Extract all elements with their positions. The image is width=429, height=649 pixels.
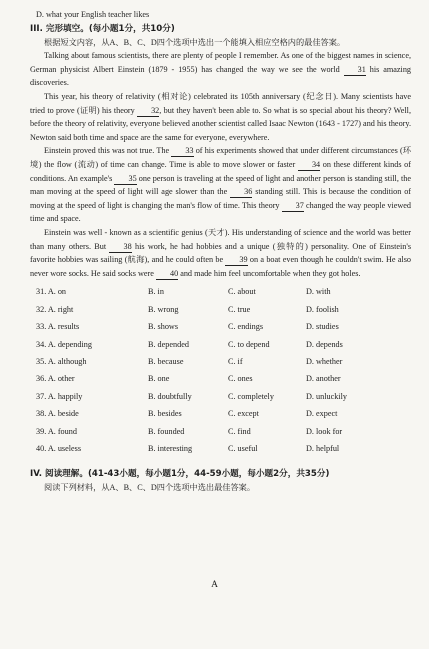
blank-37: 37 (282, 201, 304, 212)
option-row (30, 336, 411, 353)
option-row (30, 423, 411, 440)
blank-35: 35 (114, 174, 136, 185)
section-3-heading: III. 完形填空。(每小题1分，共10分) (30, 23, 175, 34)
blank-31: 31 (344, 65, 366, 76)
option-choice: C. about (228, 287, 256, 297)
option-choice: 40. A. useless (36, 443, 82, 453)
option-choice: C. endings (228, 322, 264, 332)
option-choice: D. unluckily (306, 391, 347, 401)
option-row (30, 370, 411, 387)
passage-text: of his experiments showed that under different circumstances (环境) the flow (流动) of time can change. Time is able to move slower or faster (30, 146, 412, 169)
passage-text: his work, he had hobbies and a unique (独特的) personality. One of Einstein's favorite hobbies was sailing (航海), and he could often be (30, 241, 412, 265)
option-row (30, 318, 411, 335)
passage-text: and made him feel uncomfortable when they got holes. (180, 268, 361, 278)
option-choice: D. another (306, 374, 341, 384)
option-row (30, 388, 411, 405)
option-choice: 31. A. on (36, 287, 67, 297)
option-choice: B. besides (148, 409, 182, 419)
passage-text: one person is traveling at the speed of light and another person is standing still, the man moving at the speed of light will age slower than the (30, 173, 411, 197)
section-4-heading: IV. 阅读理解。(41-43小题，每小题1分，44-59小题，每小题2分，共35分) (30, 469, 330, 480)
option-row (30, 301, 411, 318)
option-choice: C. find (228, 426, 251, 436)
passage-text: on these different kinds of conditions. An example's (30, 159, 412, 183)
option-choice: D. studies (306, 322, 339, 332)
passage-text: Talking about famous scientists, there are plenty of people I remember. As one of the biggest names in science, German physicist Albert Einstein (1879 - 1955) has changed the way we see the world (30, 51, 411, 74)
option-row (30, 283, 411, 300)
option-choice: 36. A. other (36, 374, 75, 384)
option-choice: B. wrong (148, 304, 179, 314)
passage-text: his amazing discoveries. (30, 64, 412, 88)
passage-label: A (211, 580, 218, 590)
passage-text: changed the way people viewed time and space. (30, 200, 412, 224)
blank-33: 33 (171, 146, 193, 157)
passage-text: on a boat even though he couldn't swim. He also never wore socks. He said socks were (30, 255, 412, 278)
blank-32: 32 (137, 106, 159, 117)
option-choice: C. except (228, 409, 259, 419)
option-row (30, 440, 411, 457)
option-choice: 39. A. found (36, 426, 77, 436)
section-4-instruction: 阅读下列材料，从A、B、C、D四个选项中选出最佳答案。 (44, 483, 256, 493)
passage-text: Einstein was well - known as a scientific genius (天才). His understanding of science and the world was better than many others. But (30, 227, 411, 251)
previous-question-option-d: D. what your English teacher likes (36, 10, 150, 19)
option-choice: B. founded (148, 426, 185, 436)
blank-36: 36 (230, 187, 252, 198)
option-choice: 38. A. beside (36, 409, 79, 419)
passage-paragraph-3 (30, 144, 411, 226)
option-choice: D. expect (306, 409, 338, 419)
blank-39: 39 (225, 255, 247, 266)
option-choice: B. shows (148, 322, 179, 332)
option-choice: C. ones (228, 374, 253, 384)
passage-text: , but they haven't been able to. So what is so special about his theory? Well, before the theory of relativity, everyone believed another scientist called Isaac Newton (1643 - 1727) and his theory. Newton said both time and space are the same for everyone, everywhere. (30, 105, 411, 142)
option-choice: 33. A. results (36, 322, 80, 332)
answer-options-table (30, 283, 411, 457)
option-choice: D. whether (306, 356, 343, 366)
passage-paragraph-1 (30, 49, 411, 90)
option-choice: 32. A. right (36, 304, 74, 314)
option-choice: D. depends (306, 339, 343, 349)
option-choice: D. helpful (306, 443, 340, 453)
passage-text: standing still. This is because the condition of moving at the speed of light is changing the man's flow of time. This theory (30, 187, 412, 210)
passage-text: This year, his theory of relativity (相对论) celebrated its 105th anniversary (纪念日). Many scientists have tried to prove (证明) his theory (30, 91, 411, 115)
passage-paragraph-4 (30, 226, 411, 280)
option-choice: 35. A. although (36, 356, 87, 366)
option-choice: 37. A. happily (36, 391, 83, 401)
option-row (30, 353, 411, 370)
section-3-instruction: 根据短文内容，从A、B、C、D四个选项中选出一个能填入相应空格内的最佳答案。 (44, 37, 346, 47)
blank-34: 34 (298, 160, 320, 171)
option-choice: C. completely (228, 391, 274, 401)
option-choice: C. if (228, 356, 243, 366)
option-choice: B. interesting (148, 443, 193, 453)
option-choice: C. useful (228, 443, 258, 453)
option-choice: B. one (148, 374, 170, 384)
passage-text: Einstein proved this was not true. The (44, 146, 170, 156)
option-choice: B. depended (148, 339, 189, 349)
blank-38: 38 (109, 242, 131, 253)
option-choice: B. doubtfully (148, 391, 192, 401)
passage-paragraph-2 (30, 90, 411, 144)
option-choice: C. to depend (228, 339, 270, 349)
option-choice: B. in (148, 287, 164, 297)
option-row (30, 405, 411, 422)
option-choice: B. because (148, 356, 184, 366)
option-choice: D. foolish (306, 304, 339, 314)
option-choice: C. true (228, 304, 251, 314)
option-choice: D. look for (306, 426, 343, 436)
blank-40: 40 (156, 269, 178, 280)
option-choice: D. with (306, 287, 331, 297)
option-choice: 34. A. depending (36, 339, 92, 349)
